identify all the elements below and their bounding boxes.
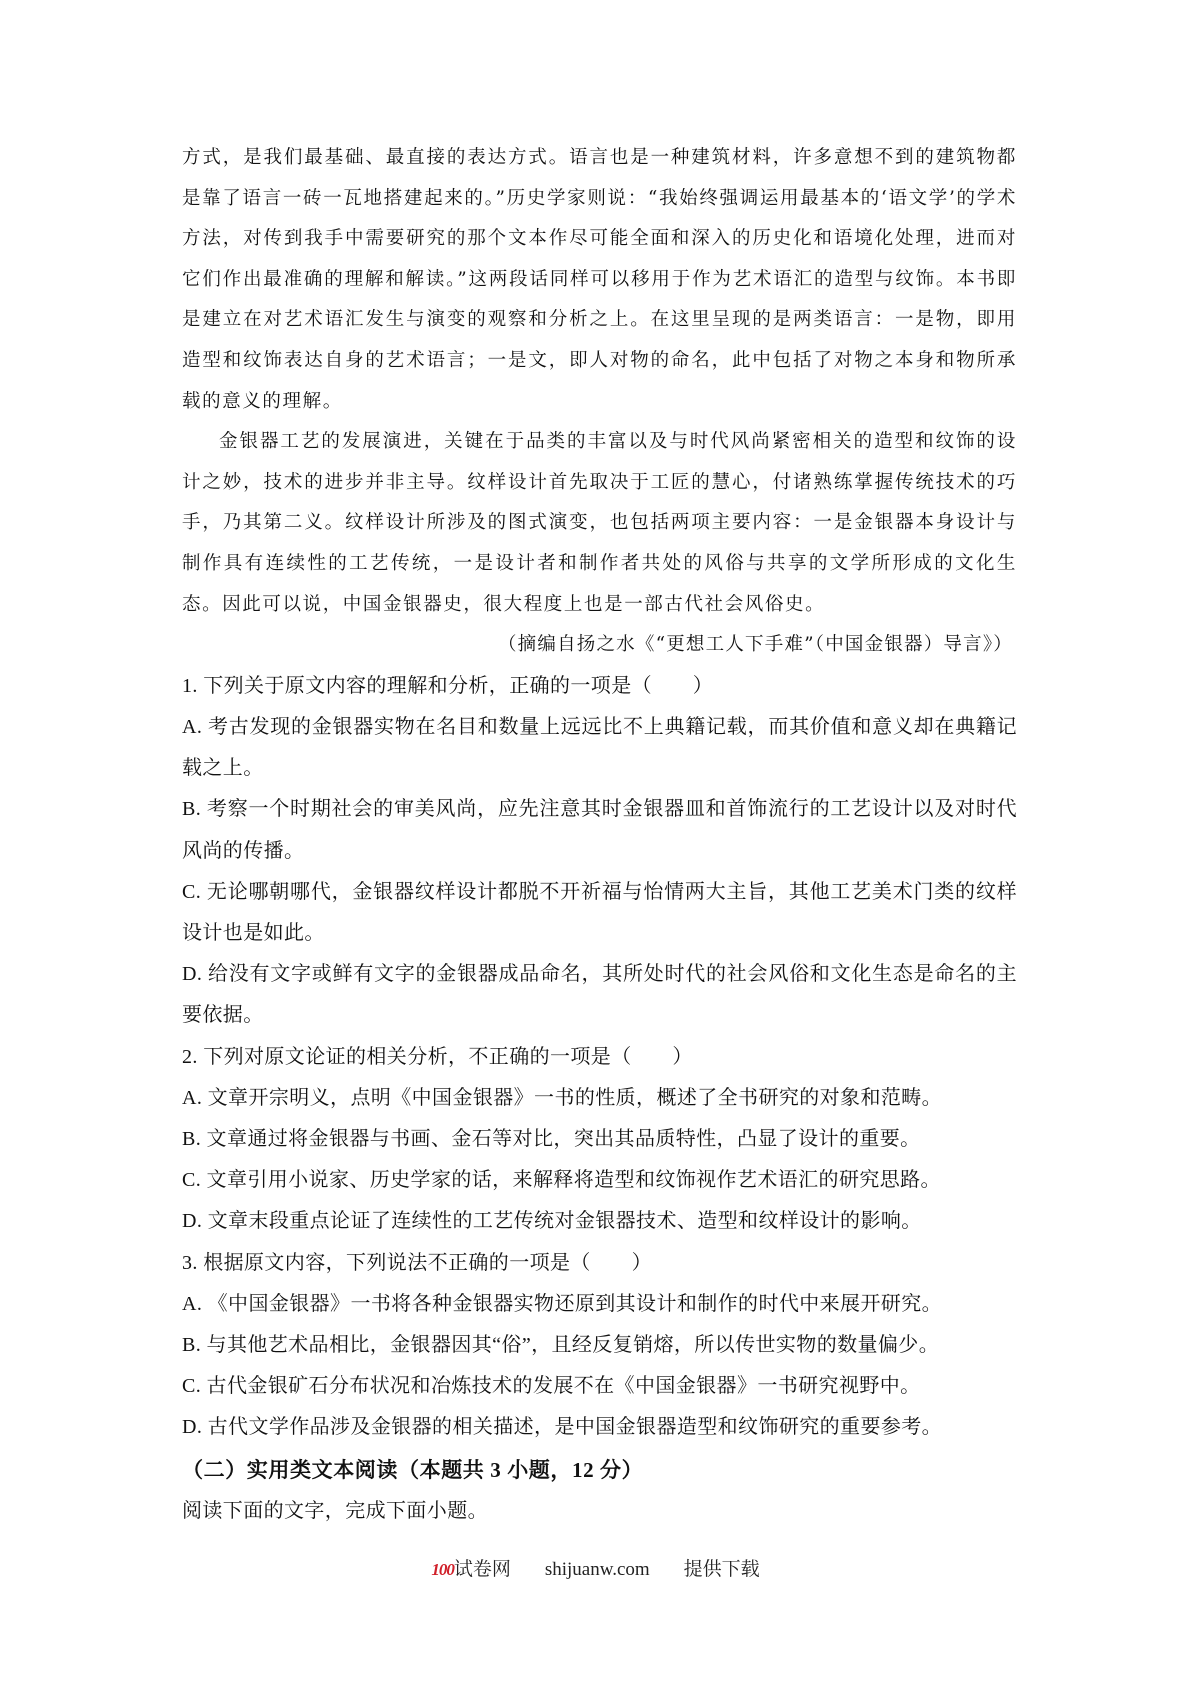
site-url: shijuanw.com — [544, 1559, 650, 1580]
page-footer — [0, 1554, 1191, 1581]
page-content — [182, 138, 1017, 1532]
question-stem: 2. 下列对原文论证的相关分析，不正确的一项是（ ） — [182, 1045, 693, 1068]
question-2 — [182, 1037, 1017, 1243]
question-stem: 3. 根据原文内容，下列说法不正确的一项是（ ） — [182, 1251, 652, 1274]
option-c: C. 文章引用小说家、历史学家的话，来解释将造型和纹饰视作艺术语汇的研究思路。 — [182, 1169, 941, 1192]
option-d: D. 古代文学作品涉及金银器的相关描述，是中国金银器造型和纹饰研究的重要参考。 — [182, 1416, 943, 1439]
passage-paragraph-2: 金银器工艺的发展演进，关键在于品类的丰富以及与时代风尚紧密相关的造型和纹饰的设计之妙，技术的进步并非主导。纹样设计首先取决于工匠的慧心，付诸熟练掌握传统技术的巧手，乃其第二义。纹样设计所涉及的图式演变，也包括两项主要内容：一是金银器本身设计与制作具有连续性的工艺传统，一是设计者和制作者共处的风俗与共享的文学所形成的文化生态。因此可以说，中国金银器史，很大程度上也是一部古代社会风俗史。 — [182, 431, 1017, 615]
section-instruction: 阅读下面的文字，完成下面小题。 — [182, 1499, 488, 1522]
option-d: D. 给没有文字或鲜有文字的金银器成品命名，其所处时代的社会风俗和文化生态是命名的主要依据。 — [182, 963, 1017, 1027]
section-title: （二）实用类文本阅读（本题共 3 小题，12 分） — [182, 1457, 644, 1482]
question-stem: 1. 下列关于原文内容的理解和分析，正确的一项是（ ） — [182, 674, 714, 697]
option-a: A. 《中国金银器》一书将各种金银器实物还原到其设计和制作的时代中来展开研究。 — [182, 1292, 943, 1315]
option-c: C. 无论哪朝哪代，金银器纹样设计都脱不开祈福与怡情两大主旨，其他工艺美术门类的纹样设计也是如此。 — [182, 880, 1017, 944]
option-b: B. 考察一个时期社会的审美风尚，应先注意其时金银器皿和首饰流行的工艺设计以及对时代风尚的传播。 — [182, 798, 1017, 862]
download-note: 提供下载 — [683, 1559, 760, 1580]
question-3 — [182, 1243, 1017, 1449]
option-c: C. 古代金银矿石分布状况和冶炼技术的发展不在《中国金银器》一书研究视野中。 — [182, 1375, 921, 1398]
passage-source: （摘编自扬之水《“更想工人下手难”（中国金银器）导言》） — [497, 634, 1013, 656]
passage-paragraph-1: 方式，是我们最基础、最直接的表达方式。语言也是一种建筑材料，许多意想不到的建筑物都是靠了语言一砖一瓦地搭建起来的。”历史学家则说：“我始终强调运用最基本的‘语文学’的学术方法，对传到我手中需要研究的那个文本作尽可能全面和深入的历史化和语境化处理，进而对它们作出最准确的理解和解读。”这两段话同样可以移用于作为艺术语汇的造型与纹饰。本书即是建立在对艺术语汇发生与演变的观察和分析之上。在这里呈现的是两类语言：一是物，即用造型和纹饰表达自身的艺术语言；一是文，即人对物的命名，此中包括了对物之本身和物所承载的意义的理解。 — [182, 147, 1017, 412]
question-1 — [182, 666, 1017, 1037]
option-b: B. 文章通过将金银器与书画、金石等对比，突出其品质特性，凸显了设计的重要。 — [182, 1127, 921, 1150]
option-a: A. 文章开宗明义，点明《中国金银器》一书的性质，概述了全书研究的对象和范畴。 — [182, 1086, 943, 1109]
option-a: A. 考古发现的金银器实物在名目和数量上远远比不上典籍记载，而其价值和意义却在典籍记载之上。 — [182, 715, 1017, 780]
site-logo-number: 100 — [431, 1560, 454, 1579]
site-logo-text: 试卷网 — [453, 1559, 511, 1580]
option-d: D. 文章末段重点论证了连续性的工艺传统对金银器技术、造型和纹样设计的影响。 — [182, 1210, 922, 1233]
option-b: B. 与其他艺术品相比，金银器因其“俗”，且经反复销熔，所以传世实物的数量偏少。 — [182, 1333, 940, 1356]
